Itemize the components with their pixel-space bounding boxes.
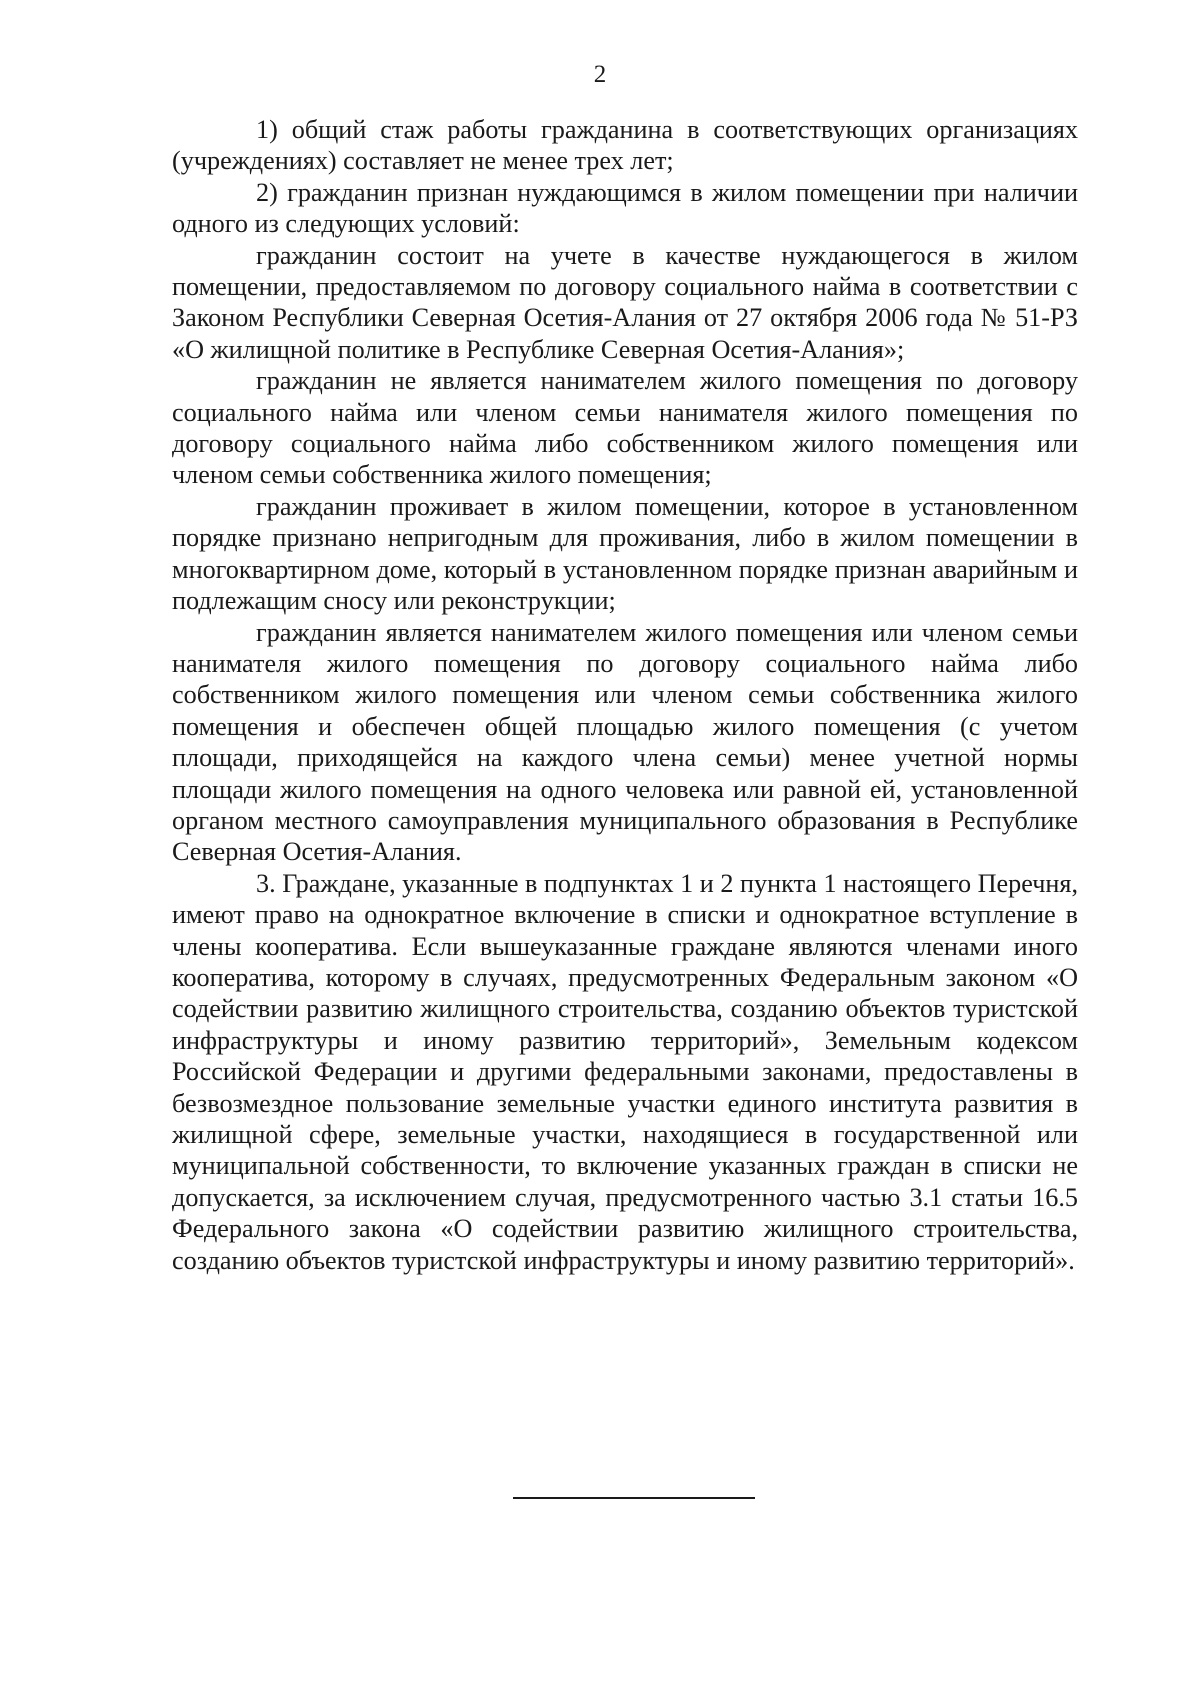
paragraph-item-2: 2) гражданин признан нуждающимся в жилом помещении при наличии одного из следующих условий: [172, 177, 1078, 239]
paragraph-item-3: 3. Граждане, указанные в подпунктах 1 и 2 пункта 1 настоящего Перечня, имеют право на однократное включение в списки и однократное вступление в члены кооператива. Если вышеуказанные граждане являются членами иного кооператива, которому в случаях, предусмотренных Федеральным законом «О содействии развитию жилищного строительства, созданию объектов туристской инфраструктуры и иному развитию территорий», Земельным кодексом Российской Федерации и другими федеральными законами, предоставлены в безвозмездное пользование земельные участки единого института развития в жилищной сфере, земельные участки, находящиеся в государственной или муниципальной собственности, то включение указанных граждан в списки не допускается, за исключением случая, предусмотренного частью 3.1 статьи 16.5 Федерального закона «О содействии развитию жилищного строительства, созданию объектов туристской инфраструктуры и иному развитию территорий». [172, 868, 1078, 1275]
paragraph-condition-4: гражданин является нанимателем жилого помещения или членом семьи нанимателя жилого помещения по договору социального найма либо собственником жилого помещения или членом семьи собственника жилого помещения и обеспечен общей площадью жилого помещения (с учетом площади, приходящейся на каждого члена семьи) менее учетной нормы площади жилого помещения на одного человека или равной ей, установленной органом местного самоуправления муниципального образования в Республике Северная Осетия-Алания. [172, 617, 1078, 867]
closing-divider [513, 1497, 755, 1499]
paragraph-condition-1: гражданин состоит на учете в качестве нуждающегося в жилом помещении, предоставляемом по договору социального найма в соответствии с Законом Республики Северная Осетия-Алания от 27 октября 2006 года № 51-РЗ «О жилищной политике в Республике Северная Осетия-Алания»; [172, 240, 1078, 364]
paragraph-item-1: 1) общий стаж работы гражданина в соответствующих организациях (учреждениях) составляет не менее трех лет; [172, 115, 1078, 176]
paragraph-condition-3: гражданин проживает в жилом помещении, которое в установленном порядке признано непригодным для проживания, либо в жилом помещении в многоквартирном доме, который в установленном порядке признан аварийным и подлежащим сносу или реконструкции; [172, 491, 1078, 616]
document-body [172, 114, 1078, 1276]
page-number: 2 [593, 61, 607, 88]
paragraph-condition-2: гражданин не является нанимателем жилого помещения по договору социального найма или членом семьи нанимателя жилого помещения по договору социального найма либо собственником жилого помещения или членом семьи собственника жилого помещения; [172, 366, 1078, 490]
